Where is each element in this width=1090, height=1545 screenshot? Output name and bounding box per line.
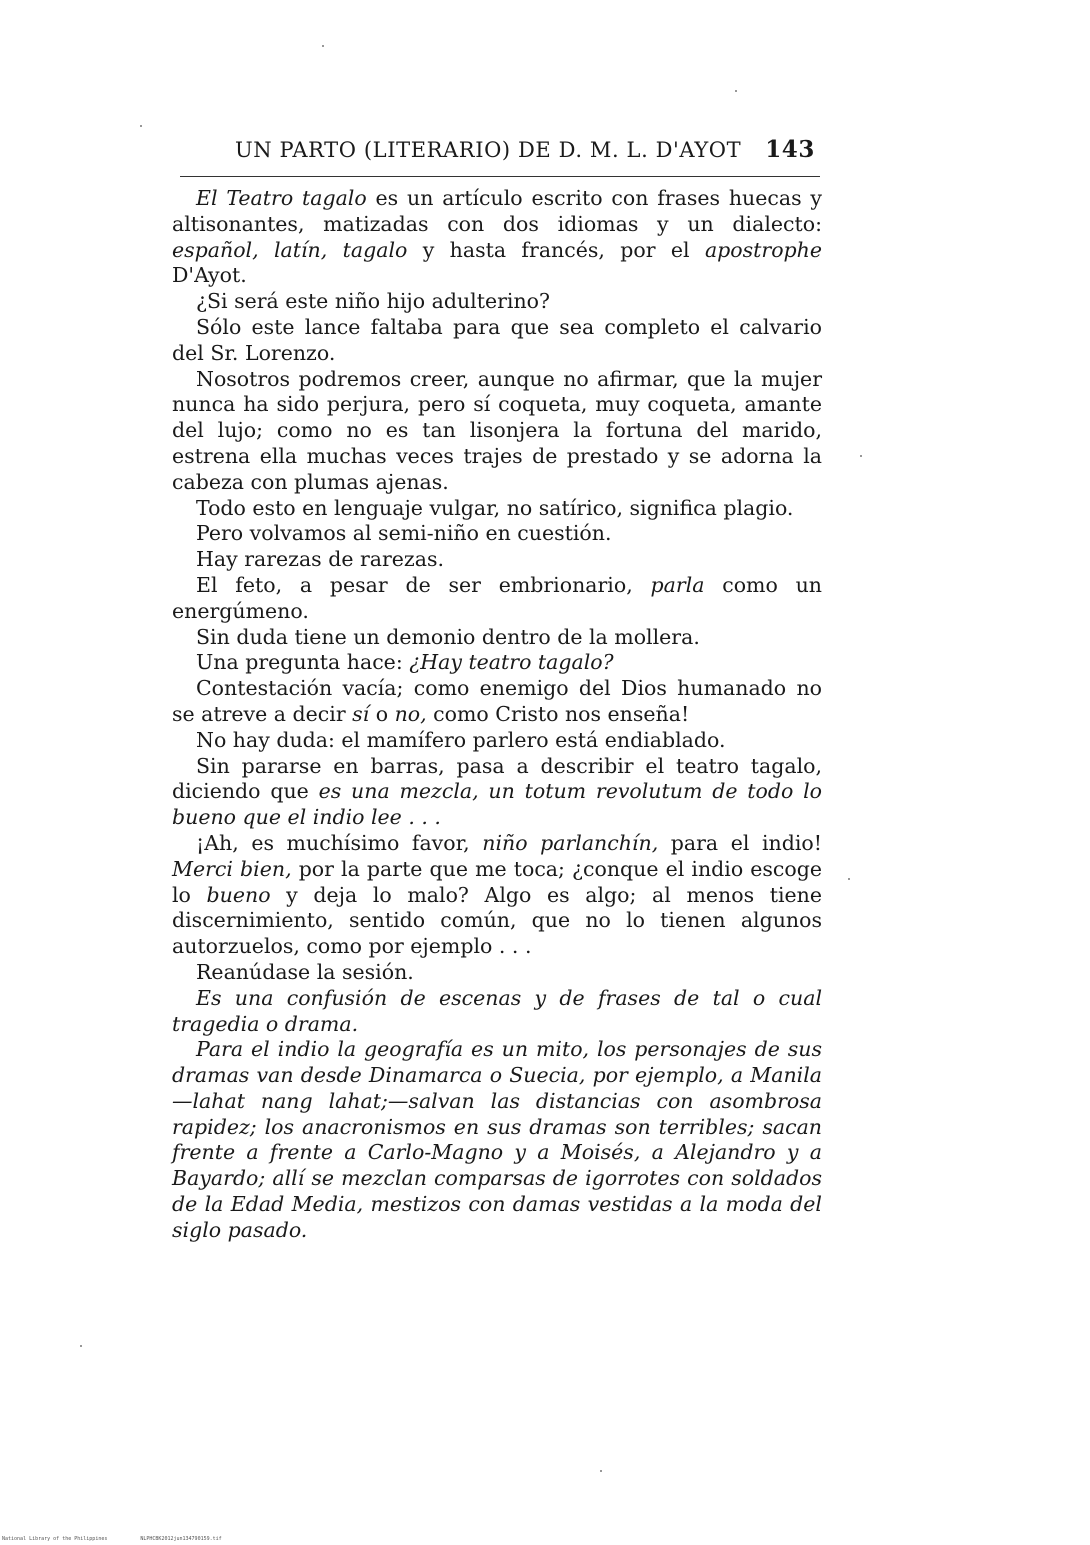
- scan-speck: [848, 878, 850, 880]
- paragraph: [172, 650, 822, 676]
- italic-text: Para el indio la geografía es un mito, los personajes de sus dramas van desde Dinamarca o Suecia, por ejemplo, a Manila—lahat nang lahat;—salvan las distancias con asombrosa rapidez; los anacronismos en sus dramas son terribles; sacan frente a frente a Carlo-Magno y a Moisés, a Alejandro y a Bayardo; allí se mezclan comparsas de igorrotes con soldados de la Edad Media, mestizos con damas vestidas a la moda del siglo pasado.: [172, 1037, 822, 1242]
- page-number: 143: [765, 136, 815, 163]
- paragraph: [172, 186, 822, 289]
- italic-text: español, latín, tagalo: [172, 237, 408, 262]
- italic-text: sí: [352, 701, 370, 726]
- text-run: Contestación vacía; como enemigo del Dios humanado no se atreve a decir: [172, 676, 822, 726]
- scan-speck: [80, 1345, 82, 1347]
- scan-footer: [2, 1536, 252, 1542]
- text-run: como un energúmeno.: [172, 572, 822, 623]
- text-run: y hasta francés, por el: [407, 237, 705, 262]
- paragraph: Sólo este lance faltaba para que sea completo el calvario del Sr. Lorenzo.: [172, 314, 822, 365]
- paragraph: Sin duda tiene un demonio dentro de la mollera.: [196, 624, 700, 649]
- paragraph: Nosotros podremos creer, aunque no afirmar, que la mujer nunca ha sido perjura, pero sí coqueta, muy coqueta, amante del lujo; como no es tan lisonjera la fortuna del marido, estrena ella muchas veces trajes de prestado y se adorna la cabeza con plumas ajenas.: [172, 366, 822, 494]
- scan-speck: [735, 90, 737, 92]
- header-rule: [180, 176, 820, 177]
- paragraph: Pero volvamos al semi-niño en cuestión.: [196, 521, 612, 546]
- paragraph: No hay duda: el mamífero parlero está endiablado.: [196, 727, 726, 752]
- text-run: como Cristo nos enseña!: [426, 701, 690, 726]
- file-id: NLPHCBK2012jun134790159.tif: [140, 1536, 222, 1542]
- body-text: [172, 186, 822, 1244]
- paragraph: [172, 831, 822, 960]
- text-run: Sin pararse en barras, pasa a describir el teatro tagalo, diciendo que: [172, 753, 822, 804]
- paragraph: [172, 1037, 822, 1243]
- paragraph: ¿Si será este niño hijo adulterino?: [196, 289, 550, 314]
- italic-text: El Teatro tagalo: [196, 186, 367, 210]
- scan-speck: [860, 455, 862, 457]
- paragraph: [172, 754, 822, 831]
- italic-text: no,: [394, 701, 427, 726]
- text-run: ¡Ah, es muchísimo favor,: [196, 830, 483, 855]
- scan-speck: [322, 45, 324, 47]
- paragraph: Hay rarezas de rarezas.: [196, 547, 444, 572]
- italic-text: parla: [650, 572, 705, 597]
- text-run: El feto, a pesar de ser embrionario,: [196, 572, 651, 597]
- scan-speck: [140, 125, 142, 127]
- scan-speck: [600, 1470, 602, 1472]
- running-title: UN PARTO (LITERARIO) DE D. M. L. D'AYOT: [235, 138, 742, 162]
- text-run: D'Ayot.: [172, 263, 247, 288]
- paragraph: Reanúdase la sesión.: [196, 959, 414, 984]
- text-run: para el indio!: [658, 830, 823, 855]
- italic-text: Es una confusión de escenas y de frases de tal o cual tragedia o drama.: [172, 985, 822, 1036]
- italic-text: niño parlanchín,: [482, 830, 659, 855]
- text-run: Una pregunta hace:: [196, 650, 410, 675]
- paragraph: [172, 986, 822, 1038]
- text-run: por la parte que me toca; ¿conque el indio escoge lo: [172, 856, 822, 907]
- text-run: y deja lo malo? Algo es algo; al menos tiene discernimiento, sentido común, que no lo tienen algunos autorzuelos, como por ejemplo . . .: [172, 882, 822, 959]
- paragraph: Todo esto en lenguaje vulgar, no satírico, significa plagio.: [196, 495, 794, 520]
- italic-text: Merci bien,: [172, 856, 292, 881]
- library-credit: National Library of the Philippines: [2, 1536, 108, 1542]
- italic-text: ¿Hay teatro tagalo?: [409, 650, 614, 675]
- italic-text: bueno: [206, 882, 271, 907]
- running-head: [235, 138, 815, 168]
- text-run: o: [369, 701, 395, 726]
- italic-text: es una mezcla, un totum revolutum de todo lo bueno que el indio lee . . .: [172, 779, 822, 830]
- text-run: es un artículo escrito con frases huecas y altisonantes, matizadas con dos idiomas y un dialecto:: [172, 186, 822, 236]
- paragraph: [172, 676, 822, 728]
- italic-text: apostrophe: [704, 237, 822, 262]
- paragraph: [172, 573, 822, 625]
